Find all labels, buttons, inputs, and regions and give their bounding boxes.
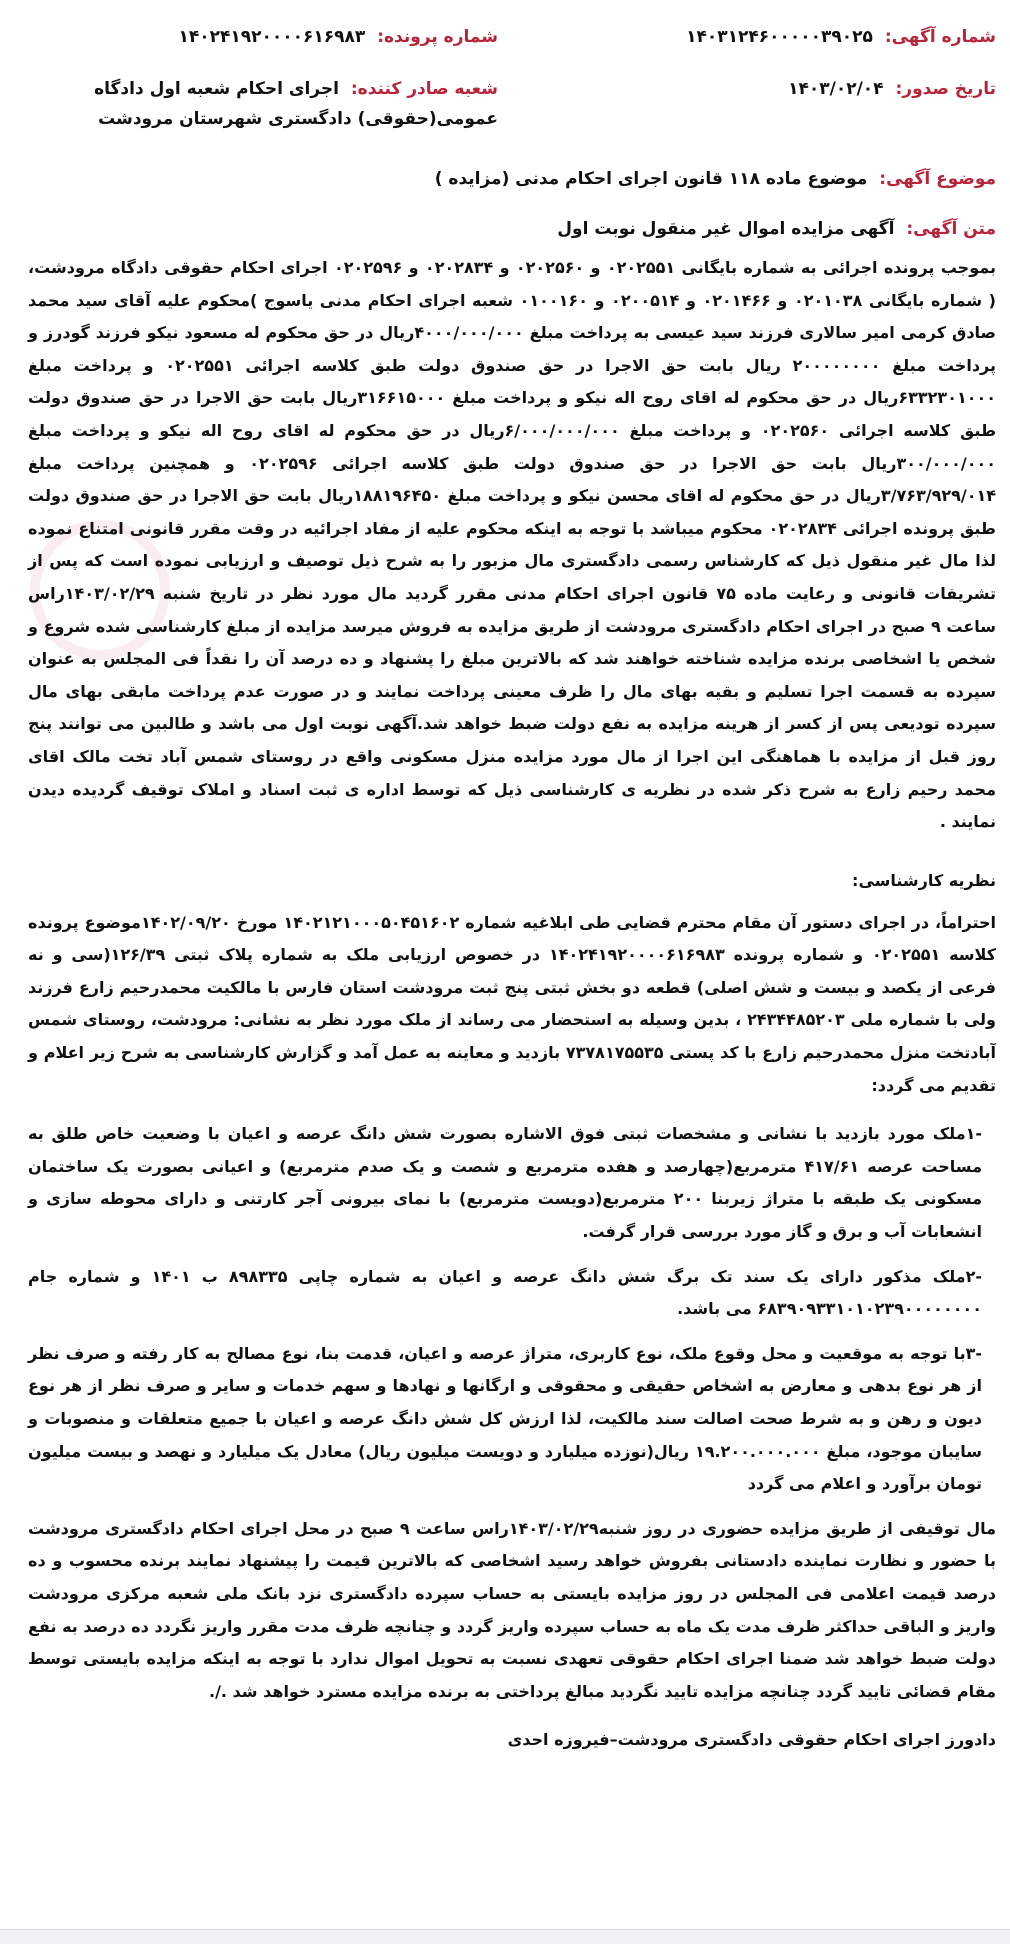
notice-topic-label: موضوع آگهی: — [879, 169, 996, 189]
expert-opinion-title: نظریه کارشناسی: — [852, 870, 996, 890]
notice-body-paragraph: بموجب پرونده اجرائی به شماره بایگانی ۰۲۰۲۵۵۱ و ۰۲۰۲۵۶۰ و ۰۲۰۲۸۳۴ و ۰۲۰۲۵۹۶ اجرای احکام حقوقی دادگاه مرودشت، ( شماره بایگانی ۰۲۰۱۰۳۸ و ۰۲۰۱۴۶۶ و ۰۲۰۰۵۱۴ و ۰۱۰۰۱۶۰ شعبه اجرای احکام مدنی یاسوج )محکوم علیه آقای سید محمد صادق کرمی امیر سالاری فرزند سید عیسی به پرداخت مبلغ ۴۰۰۰/۰۰۰/۰۰۰ریال در حق محکوم له مسعود نیکو فرزند گودرز و پرداخت مبلغ ۲۰۰۰۰۰۰۰۰ ریال بابت حق الاجرا در حق صندوق دولت طبق کلاسه اجرائی ۰۲۰۲۵۵۱ و پرداخت مبلغ ۶۳۳۲۳۰۱۰۰۰ریال در حق محکوم له اقای روح اله نیکو و پرداخت مبلغ ۳۱۶۶۱۵۰۰۰ریال بابت حق الاجرا در حق صندوق دولت طبق کلاسه اجرائی ۰۲۰۲۵۶۰ و پرداخت مبلغ ۶/۰۰۰/۰۰۰/۰۰۰ریال در حق محکوم له اقای روح اله نیکو و پرداخت مبلغ ۳۰۰/۰۰۰/۰۰۰ریال بابت حق الاجرا در حق صندوق دولت طبق کلاسه اجرائی ۰۲۰۲۵۹۶ و همچنین پرداخت مبلغ ۳/۷۶۳/۹۲۹/۰۱۴ریال در حق محکوم له اقای محسن نیکو و پرداخت مبلغ ۱۸۸۱۹۶۴۵۰ریال بابت حق الاجرا در حق صندوق دولت طبق پرونده اجرائی ۰۲۰۲۸۳۴ محکوم میباشد با توجه به اینکه محکوم علیه از مفاد اجرائیه در وقت مقرر قانونی امتناع نموده لذا مال غیر منقول ذیل که کارشناس رسمی دادگستری مال مزبور را به شرح ذیل توصیف و ارزیابی نموده است که پس از تشریفات قانونی و رعایت ماده ۷۵ قانون اجرای احکام مدنی مقرر گردید مال مورد نظر در تاریخ شنبه ۱۴۰۳/۰۲/۲۹راس ساعت ۹ صبح در اجرای احکام دادگستری مرودشت از طریق مزایده به فروش میرسد مزایده از مبلغ کارشناسی شده شروع و شخص یا اشخاصی برنده مزایده شناخته خواهند شد که بالاترین مبلغ را پشنهاد و ده درصد آن را نقداً فی المجلس به عنوان سپرده به قسمت اجرا تسلیم و بقیه بهای مال را ظرف معینی پرداخت نمایند و در صورت عدم پرداخت مابقی بهای مال سپرده تودیعی پس از کسر از هرینه مزایده به نفع دولت ضبط خواهد شد.آگهی نوبت اول می باشد و طالبین می توانند پنج روز قبل از مزایده با هماهنگی این اجرا از مال مورد مزایده منزل مسکونی واقع در روستای شمس آباد تخت مالک اقای محمد رحیم زارع به شرح ذکر شده در نظریه ی کارشناسی ذیل که توسط اداره ی ثبت اسناد و املاک توقیف گردیده دیدن نمایند . — [28, 258, 997, 832]
expert-item-2: -۲ملک مذکور دارای یک سند تک برگ شش دانگ عرصه و اعیان به شماره چاپی ۸۹۸۳۳۵ ب ۱۴۰۱ و شماره جام ۶۸۳۹۰۹۳۳۱۰۱۰۲۳۹۰۰۰۰۰۰۰۰ می باشد. — [28, 1266, 982, 1319]
notice-document — [28, 22, 996, 1756]
notice-topic-value: موضوع ماده ۱۱۸ قانون اجرای احکام مدنی (مزایده ) — [434, 169, 868, 189]
case-number-label: شماره پرونده: — [377, 27, 498, 47]
case-number-value: ۱۴۰۲۴۱۹۲۰۰۰۰۶۱۶۹۸۳ — [178, 27, 366, 47]
issue-date-value: ۱۴۰۳/۰۲/۰۴ — [788, 79, 884, 99]
expert-item-3: -۳با توجه به موقعیت و محل وقوع ملک، نوع کاربری، متراژ عرصه و اعیان، قدمت بنا، نوع مصالح به کار رفته و صرف نظر از هر نوع بدهی و معارض به اشخاص حقیقی و محقوقی و ارگانها و نهادها و سهم خدمات و سایر و صرف نظر از هر نوع دیون و رهن و به شرط صحت اصالت سند مالکیت، لذا ارزش کل شش دانگ عرصه و اعیان با جمیع متعلقات و منصوبات و سایبان موجود، مبلغ ۱۹.۲۰۰.۰۰۰.۰۰۰ ریال(نوزده میلیارد و دویست میلیون ریال) معادل یک میلیارد و نهصد و بیست میلیون تومان برآورد و اعلام می گردد — [28, 1343, 983, 1494]
notice-number-label: شماره آگهی: — [884, 27, 996, 47]
notice-text-label: متن آگهی: — [906, 219, 996, 239]
issue-date-label: تاریخ صدور: — [895, 79, 996, 99]
notice-number-value: ۱۴۰۳۱۲۴۶۰۰۰۰۰۳۹۰۲۵ — [686, 27, 873, 47]
meta-row-1 — [28, 22, 996, 52]
bottom-scroll-bar — [0, 1929, 1010, 1944]
issuing-branch-label: شعبه صادر کننده: — [350, 79, 498, 99]
notice-text-heading — [28, 214, 996, 244]
expert-opinion-intro: احتراماً، در اجرای دستور آن مقام محترم قضایی طی ابلاغیه شماره ۱۴۰۲۱۲۱۰۰۰۵۰۴۵۱۶۰۲ مورخ ۱۴۰۲/۰۹/۲۰موضوع پرونده کلاسه ۰۲۰۲۵۵۱ و شماره پرونده ۱۴۰۲۴۱۹۲۰۰۰۰۶۱۶۹۸۳ در خصوص ارزیابی ملک به شماره پلاک ثبتی ۱۲۶/۳۹(سی و نه فرعی از یکصد و بیست و شش اصلی) قطعه دو بخش ثبتی پنج ثبت مرودشت استان فارس با مالکیت محمدرحیم زارع فرزند ولی با شماره ملی ۲۴۳۴۴۸۵۲۰۳ ، بدین وسیله به استحضار می رساند از ملک مورد نظر به نشانی: مرودشت، روستای شمس آبادتخت منزل محمدرحیم زارع با کد پستی ۷۳۷۸۱۷۵۵۳۵ بازدید و معاینه به عمل آمد و گزارش کارشناسی به شرح زیر اعلام و تقدیم می گردد: — [28, 912, 996, 1095]
notice-number — [526, 22, 996, 52]
meta-row-2 — [28, 74, 996, 134]
signature-line: دادورز اجرای احکام حقوقی دادگستری مرودشت–فیروزه احدی — [507, 1730, 996, 1750]
issue-date — [526, 74, 996, 104]
case-number — [28, 22, 498, 52]
notice-topic — [28, 164, 996, 194]
notice-text-value: آگهی مزایده اموال غیر منقول نوبت اول — [557, 219, 895, 239]
issuing-branch — [28, 74, 498, 134]
expert-item-1: -۱ملک مورد بازدید با نشانی و مشخصات ثبتی فوق الاشاره بصورت شش دانگ عرصه و اعیان با وضعیت خاص طلق به مساحت عرصه ۴۱۷/۶۱ مترمربع(چهارصد و هفده مترمربع و شصت و یک صدم مترمربع) و اعیانی بصورت یک ساختمان مسکونی یک طبقه با متراژ زیربنا ۲۰۰ مترمربع(دویست مترمربع) با نمای بیرونی آجر کارتنی و دارای محوطه سازی و انشعابات آب و برق و گاز مورد بررسی قرار گرفت. — [28, 1124, 983, 1242]
issuing-branch-value: اجرای احکام شعبه اول دادگاه عمومی(حقوقی) دادگستری شهرستان مرودشت — [94, 79, 498, 129]
auction-closing-paragraph: مال توقیفی از طریق مزایده حضوری در روز شنبه۱۴۰۳/۰۲/۲۹راس ساعت ۹ صبح در محل اجرای احکام دادگستری مرودشت با حضور و نظارت نماینده دادستانی بفروش خواهد رسید اشخاصی که بالاترین قیمت را پیشنهاد نمایند برنده محسوب و ده درصد قیمت اعلامی فی المجلس در روز مزایده بایستی به حساب سپرده دادگستری نزد بانک ملی شعبه مرکزی مرودشت واریز و الباقی حداکثر ظرف مدت یک ماه به حساب سپرده واریز گردد و چنانچه ظرف مدت مقرر واریز نگردد ده درصد به نفع دولت ضبط خواهد شد ضمنا اجرای احکام حقوقی تعهدی نسبت به تحویل اموال ندارد با توجه به اینکه مزایده بایستی توسط مقام قضائی تایید گردد چنانچه مزایده تایید نگردید مبالغ پرداختی به برنده مزایده مسترد خواهد شد ./. — [28, 1518, 997, 1701]
